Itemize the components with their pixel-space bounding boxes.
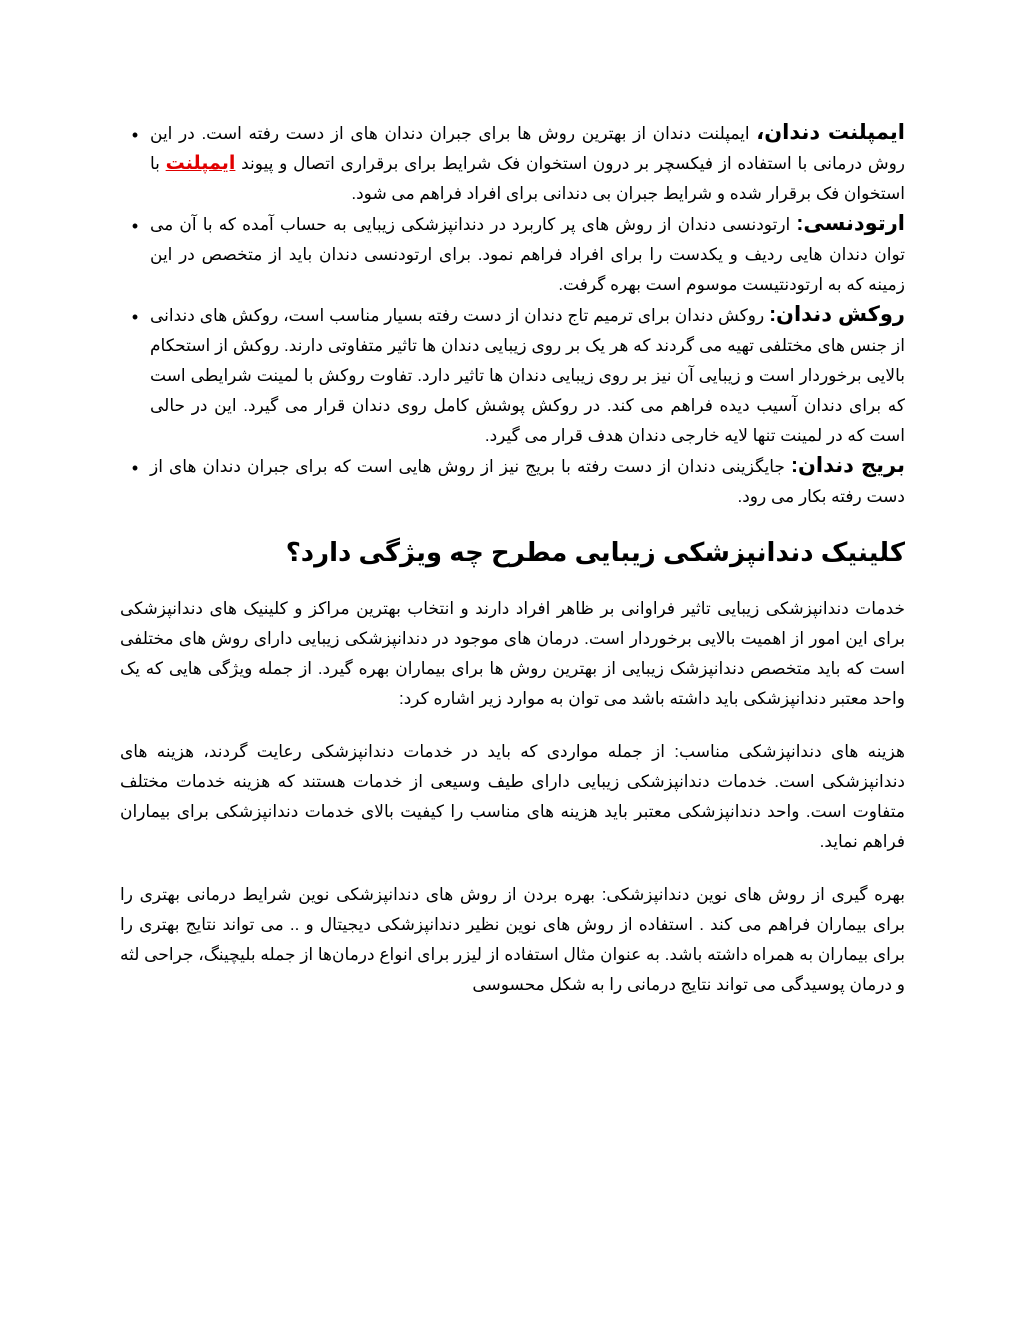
list-item-orthodontics (120, 209, 905, 300)
services-list (120, 118, 905, 512)
paragraph-cost: هزینه های دندانپزشکی مناسب: از جمله مواردی که باید در خدمات دندانپزشکی رعایت گردند، هزینه های دندانپزشکی است. خدمات دندانپزشکی زیبایی دارای طیف وسیعی از خدمات هستند که هزینه خدمات مختلف متفاوت است. واحد دندانپزشکی معتبر باید هزینه های مناسب را کیفیت بالای خدمات دندانپزشکی برای بیماران فراهم نماید. (120, 742, 905, 851)
section-heading: کلینیک دندانپزشکی زیبایی مطرح چه ویژگی دارد؟ (285, 537, 905, 567)
implant-link[interactable]: ایمپلنت (165, 153, 236, 174)
bullet-icon: • (131, 458, 139, 478)
term-orthodontics: ارتودنسی: (796, 212, 905, 235)
orthodontics-text: ارتودنسی دندان از روش های پر کاربرد در دندانپزشکی زیبایی به حساب آمده که با آن می توان دندان هایی ردیف و یکدست را برای افراد فراهم نمود. برای ارتودنسی دندان باید از متخصص در این زمینه که به ارتودنتیست موسوم است بهره گرفت. (150, 215, 905, 294)
bullet-icon: • (131, 216, 139, 236)
document-body (120, 118, 905, 1023)
list-item-crown (120, 300, 905, 451)
implant-text-2: با استخوان فک برقرار شده و شرایط جبران بی دندانی برای افراد فراهم می شود. (150, 154, 905, 203)
bullet-icon: • (131, 125, 139, 145)
crown-text: روکش دندان برای ترمیم تاج دندان از دست رفته بسیار مناسب است، روکش های دندانی از جنس های مختلفی تهیه می گردند که هر یک بر روی زیبایی دندان ها تاثیر متفاوتی دارند. روکش از استحکام بالایی برخوردار است و زیبایی آن نیز بر روی زیبایی دندان ها تاثیر دارد. تفاوت روکش با لمینت شرایطی است که برای دندان آسیب دیده فراهم می کند. در روکش پوشش کامل روی دندان قرار می گیرد. این در حالی است که در لمینت تنها لایه خارجی دندان هدف قرار می گیرد. (150, 306, 905, 445)
bridge-text: جایگزینی دندان از دست رفته با بریج نیز از روش هایی است که برای جبران دندان های از دست رفته بکار می رود. (150, 457, 905, 506)
bullet-icon: • (131, 307, 139, 327)
paragraph-modern-methods: بهره گیری از روش های نوین دندانپزشکی: بهره بردن از روش های دندانپزشکی نوین شرایط درمانی بهتری را برای بیماران فراهم می کند . استفاده از روش های نوین نظیر دندانپزشکی دیجیتال و .. می تواند نتایج بهتری را برای بیماران به همراه داشته باشد. به عنوان مثال استفاده از لیزر برای انواع درمان‌ها از جمله بلیچینگ، جراحی لثه و درمان پوسیدگی می تواند نتایج درمانی را به شکل محسوسی (120, 885, 906, 994)
list-item-implant (120, 118, 905, 209)
paragraph-intro: خدمات دندانپزشکی زیبایی تاثیر فراوانی بر ظاهر افراد دارند و انتخاب بهترین مراکز و کلینیک های دندانپزشکی برای این امور از اهمیت بالایی برخوردار است. درمان های موجود در دندانپزشکی زیبایی دارای روش های مختلفی است که باید متخصص دندانپزشک زیبایی از بهترین روش ها برای بیماران بهره گیرد. از جمله ویژگی هایی که یک واحد معتبر دندانپزشکی باید داشته باشد می توان به موارد زیر اشاره کرد: (120, 599, 905, 708)
term-implant: ایمپلنت دندان، (756, 121, 905, 144)
list-item-bridge (120, 451, 905, 512)
term-bridge: بریج دندان: (790, 454, 906, 477)
term-crown: روکش دندان: (769, 303, 905, 326)
implant-text-1: ایمپلنت دندان از بهترین روش ها برای جبران دندان های از دست رفته است. در این روش درمانی با استفاده از فیکسچر بر درون استخوان فک شرایط برای برقراری اتصال و پیوند (150, 124, 905, 173)
